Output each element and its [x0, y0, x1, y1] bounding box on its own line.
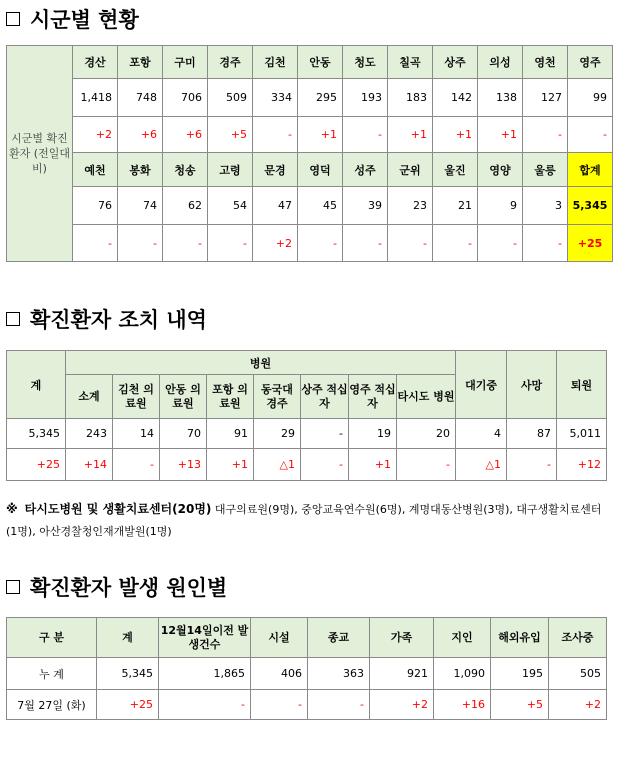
- region-change: -: [478, 225, 523, 262]
- cause-today: -: [308, 690, 370, 720]
- action-count: -: [301, 419, 349, 449]
- region-count: 142: [433, 79, 478, 117]
- header-sub-hospital: 영주 적십자: [349, 375, 397, 419]
- table-row: [7, 618, 607, 658]
- region-count: 76: [73, 187, 118, 225]
- section-title-region: [6, 4, 139, 34]
- region-name: 영주: [568, 46, 613, 79]
- region-count: 138: [478, 79, 523, 117]
- header-sub-hospital: 동국대 경주: [254, 375, 301, 419]
- action-count: 4: [456, 419, 507, 449]
- header-sub-hospital: 안동 의료원: [160, 375, 207, 419]
- patient-actions-title: 확진환자 조치 내역: [30, 308, 207, 332]
- action-change: -: [397, 449, 456, 481]
- region-status-title: 시군별 현황: [30, 8, 139, 32]
- action-change: +14: [66, 449, 113, 481]
- region-name: 울릉: [523, 153, 568, 187]
- table-row: [7, 153, 613, 187]
- region-change: -: [73, 225, 118, 262]
- cause-total: 406: [251, 658, 308, 690]
- region-name: 김천: [253, 46, 298, 79]
- region-count: 99: [568, 79, 613, 117]
- region-side-label: 시군별 확진환자 (전일대비): [7, 46, 73, 262]
- region-change: -: [208, 225, 253, 262]
- region-count: 183: [388, 79, 433, 117]
- cause-total: 921: [370, 658, 434, 690]
- action-change: △1: [456, 449, 507, 481]
- action-count: 5,345: [7, 419, 66, 449]
- region-count: 3: [523, 187, 568, 225]
- header-deaths: 사망: [507, 351, 557, 419]
- header-waiting: 대기중: [456, 351, 507, 419]
- region-change: -: [388, 225, 433, 262]
- region-count: 39: [343, 187, 388, 225]
- region-count: 23: [388, 187, 433, 225]
- action-change: △1: [254, 449, 301, 481]
- region-name: 청송: [163, 153, 208, 187]
- cause-total: 1,865: [159, 658, 251, 690]
- table-row: [7, 46, 613, 79]
- action-change: -: [301, 449, 349, 481]
- header-sub-hospital: 타시도 병원: [397, 375, 456, 419]
- region-name: 상주: [433, 46, 478, 79]
- checkbox-square-icon: [6, 12, 20, 26]
- table-row: [7, 187, 613, 225]
- region-count: 334: [253, 79, 298, 117]
- action-count: 29: [254, 419, 301, 449]
- region-name: 안동: [298, 46, 343, 79]
- region-change: -: [343, 117, 388, 153]
- region-count: 509: [208, 79, 253, 117]
- cause-total: 363: [308, 658, 370, 690]
- region-change: -: [163, 225, 208, 262]
- region-name: 경주: [208, 46, 253, 79]
- region-change: +1: [433, 117, 478, 153]
- action-change: +13: [160, 449, 207, 481]
- region-name: 봉화: [118, 153, 163, 187]
- region-change: -: [433, 225, 478, 262]
- action-count: 19: [349, 419, 397, 449]
- action-count: 14: [113, 419, 160, 449]
- region-name: 합계: [568, 153, 613, 187]
- region-name: 고령: [208, 153, 253, 187]
- hospital-note: [6, 498, 611, 543]
- region-name: 울진: [433, 153, 478, 187]
- region-change: +6: [118, 117, 163, 153]
- header-hospital: 병원: [66, 351, 456, 375]
- cause-today: +25: [97, 690, 159, 720]
- region-count: 295: [298, 79, 343, 117]
- cause-header: 종교: [308, 618, 370, 658]
- action-count: 87: [507, 419, 557, 449]
- region-name: 영덕: [298, 153, 343, 187]
- region-change: +1: [388, 117, 433, 153]
- region-name: 포항: [118, 46, 163, 79]
- cause-header: 가족: [370, 618, 434, 658]
- table-row: [7, 419, 607, 449]
- region-name: 청도: [343, 46, 388, 79]
- cause-today: +2: [370, 690, 434, 720]
- region-name: 영양: [478, 153, 523, 187]
- region-change: -: [253, 117, 298, 153]
- action-count: 5,011: [557, 419, 607, 449]
- region-count: 74: [118, 187, 163, 225]
- cause-today: -: [159, 690, 251, 720]
- cause-total: 195: [491, 658, 549, 690]
- cause-today: 7월 27일 (화): [7, 690, 97, 720]
- region-name: 경산: [73, 46, 118, 79]
- region-change: +6: [163, 117, 208, 153]
- action-change: -: [507, 449, 557, 481]
- region-change: +2: [73, 117, 118, 153]
- table-row: [7, 117, 613, 153]
- cause-table: [6, 617, 607, 720]
- header-sub-hospital: 김천 의료원: [113, 375, 160, 419]
- section-title-causes: [6, 572, 227, 602]
- region-name: 구미: [163, 46, 208, 79]
- table-row: [7, 79, 613, 117]
- table-row: [7, 225, 613, 262]
- region-change: -: [523, 117, 568, 153]
- region-name: 문경: [253, 153, 298, 187]
- action-count: 91: [207, 419, 254, 449]
- action-count: 243: [66, 419, 113, 449]
- region-count: 748: [118, 79, 163, 117]
- action-change: +1: [349, 449, 397, 481]
- action-change: -: [113, 449, 160, 481]
- region-change: -: [118, 225, 163, 262]
- region-count: 706: [163, 79, 208, 117]
- action-count: 20: [397, 419, 456, 449]
- region-name: 예천: [73, 153, 118, 187]
- region-name: 군위: [388, 153, 433, 187]
- checkbox-square-icon: [6, 312, 20, 326]
- region-change: -: [343, 225, 388, 262]
- header-sub-hospital: 상주 적십자: [301, 375, 349, 419]
- cause-today: -: [251, 690, 308, 720]
- table-row: [7, 449, 607, 481]
- cause-header: 조사중: [549, 618, 607, 658]
- region-name: 의성: [478, 46, 523, 79]
- note-mark: ※: [6, 502, 18, 516]
- note-text: 대구의료원(9명), 중앙교육연수원(6명), 계명대동산병원(3명), 대구생활치료센터(1명), 아산경찰청인재개발원(1명): [6, 503, 602, 538]
- cause-total: 누 계: [7, 658, 97, 690]
- cause-header: 계: [97, 618, 159, 658]
- table-row: [7, 351, 607, 375]
- region-count: 5,345: [568, 187, 613, 225]
- region-name: 영천: [523, 46, 568, 79]
- table-row: [7, 690, 607, 720]
- region-change: -: [523, 225, 568, 262]
- note-bold-text: 타시도병원 및 생활치료센터(20명): [24, 502, 212, 516]
- region-count: 1,418: [73, 79, 118, 117]
- cause-header: 12월14일이전 발생건수: [159, 618, 251, 658]
- region-count: 62: [163, 187, 208, 225]
- region-count: 47: [253, 187, 298, 225]
- region-count: 54: [208, 187, 253, 225]
- header-sub-hospital: 포항 의료원: [207, 375, 254, 419]
- table-row: [7, 658, 607, 690]
- region-change: +1: [298, 117, 343, 153]
- checkbox-square-icon: [6, 580, 20, 594]
- header-sub-hospital: 소계: [66, 375, 113, 419]
- cause-total: 505: [549, 658, 607, 690]
- action-change: +12: [557, 449, 607, 481]
- action-change: +25: [7, 449, 66, 481]
- header-discharged: 퇴원: [557, 351, 607, 419]
- region-change: +5: [208, 117, 253, 153]
- region-count: 45: [298, 187, 343, 225]
- region-table: [6, 45, 613, 262]
- region-count: 21: [433, 187, 478, 225]
- cause-today: +5: [491, 690, 549, 720]
- region-change: -: [298, 225, 343, 262]
- action-change: +1: [207, 449, 254, 481]
- cause-header: 해외유입: [491, 618, 549, 658]
- action-count: 70: [160, 419, 207, 449]
- region-count: 127: [523, 79, 568, 117]
- cause-total: 5,345: [97, 658, 159, 690]
- cause-today: +2: [549, 690, 607, 720]
- cause-title: 확진환자 발생 원인별: [30, 576, 228, 600]
- region-change: +2: [253, 225, 298, 262]
- region-change: +1: [478, 117, 523, 153]
- cause-header: 지인: [434, 618, 491, 658]
- cause-today: +16: [434, 690, 491, 720]
- region-name: 성주: [343, 153, 388, 187]
- region-change: -: [568, 117, 613, 153]
- header-total: 계: [7, 351, 66, 419]
- cause-header: 구 분: [7, 618, 97, 658]
- region-count: 193: [343, 79, 388, 117]
- cause-header: 시설: [251, 618, 308, 658]
- region-change: +25: [568, 225, 613, 262]
- region-count: 9: [478, 187, 523, 225]
- patient-actions-table: [6, 350, 607, 481]
- section-title-actions: [6, 304, 207, 334]
- cause-total: 1,090: [434, 658, 491, 690]
- region-name: 칠곡: [388, 46, 433, 79]
